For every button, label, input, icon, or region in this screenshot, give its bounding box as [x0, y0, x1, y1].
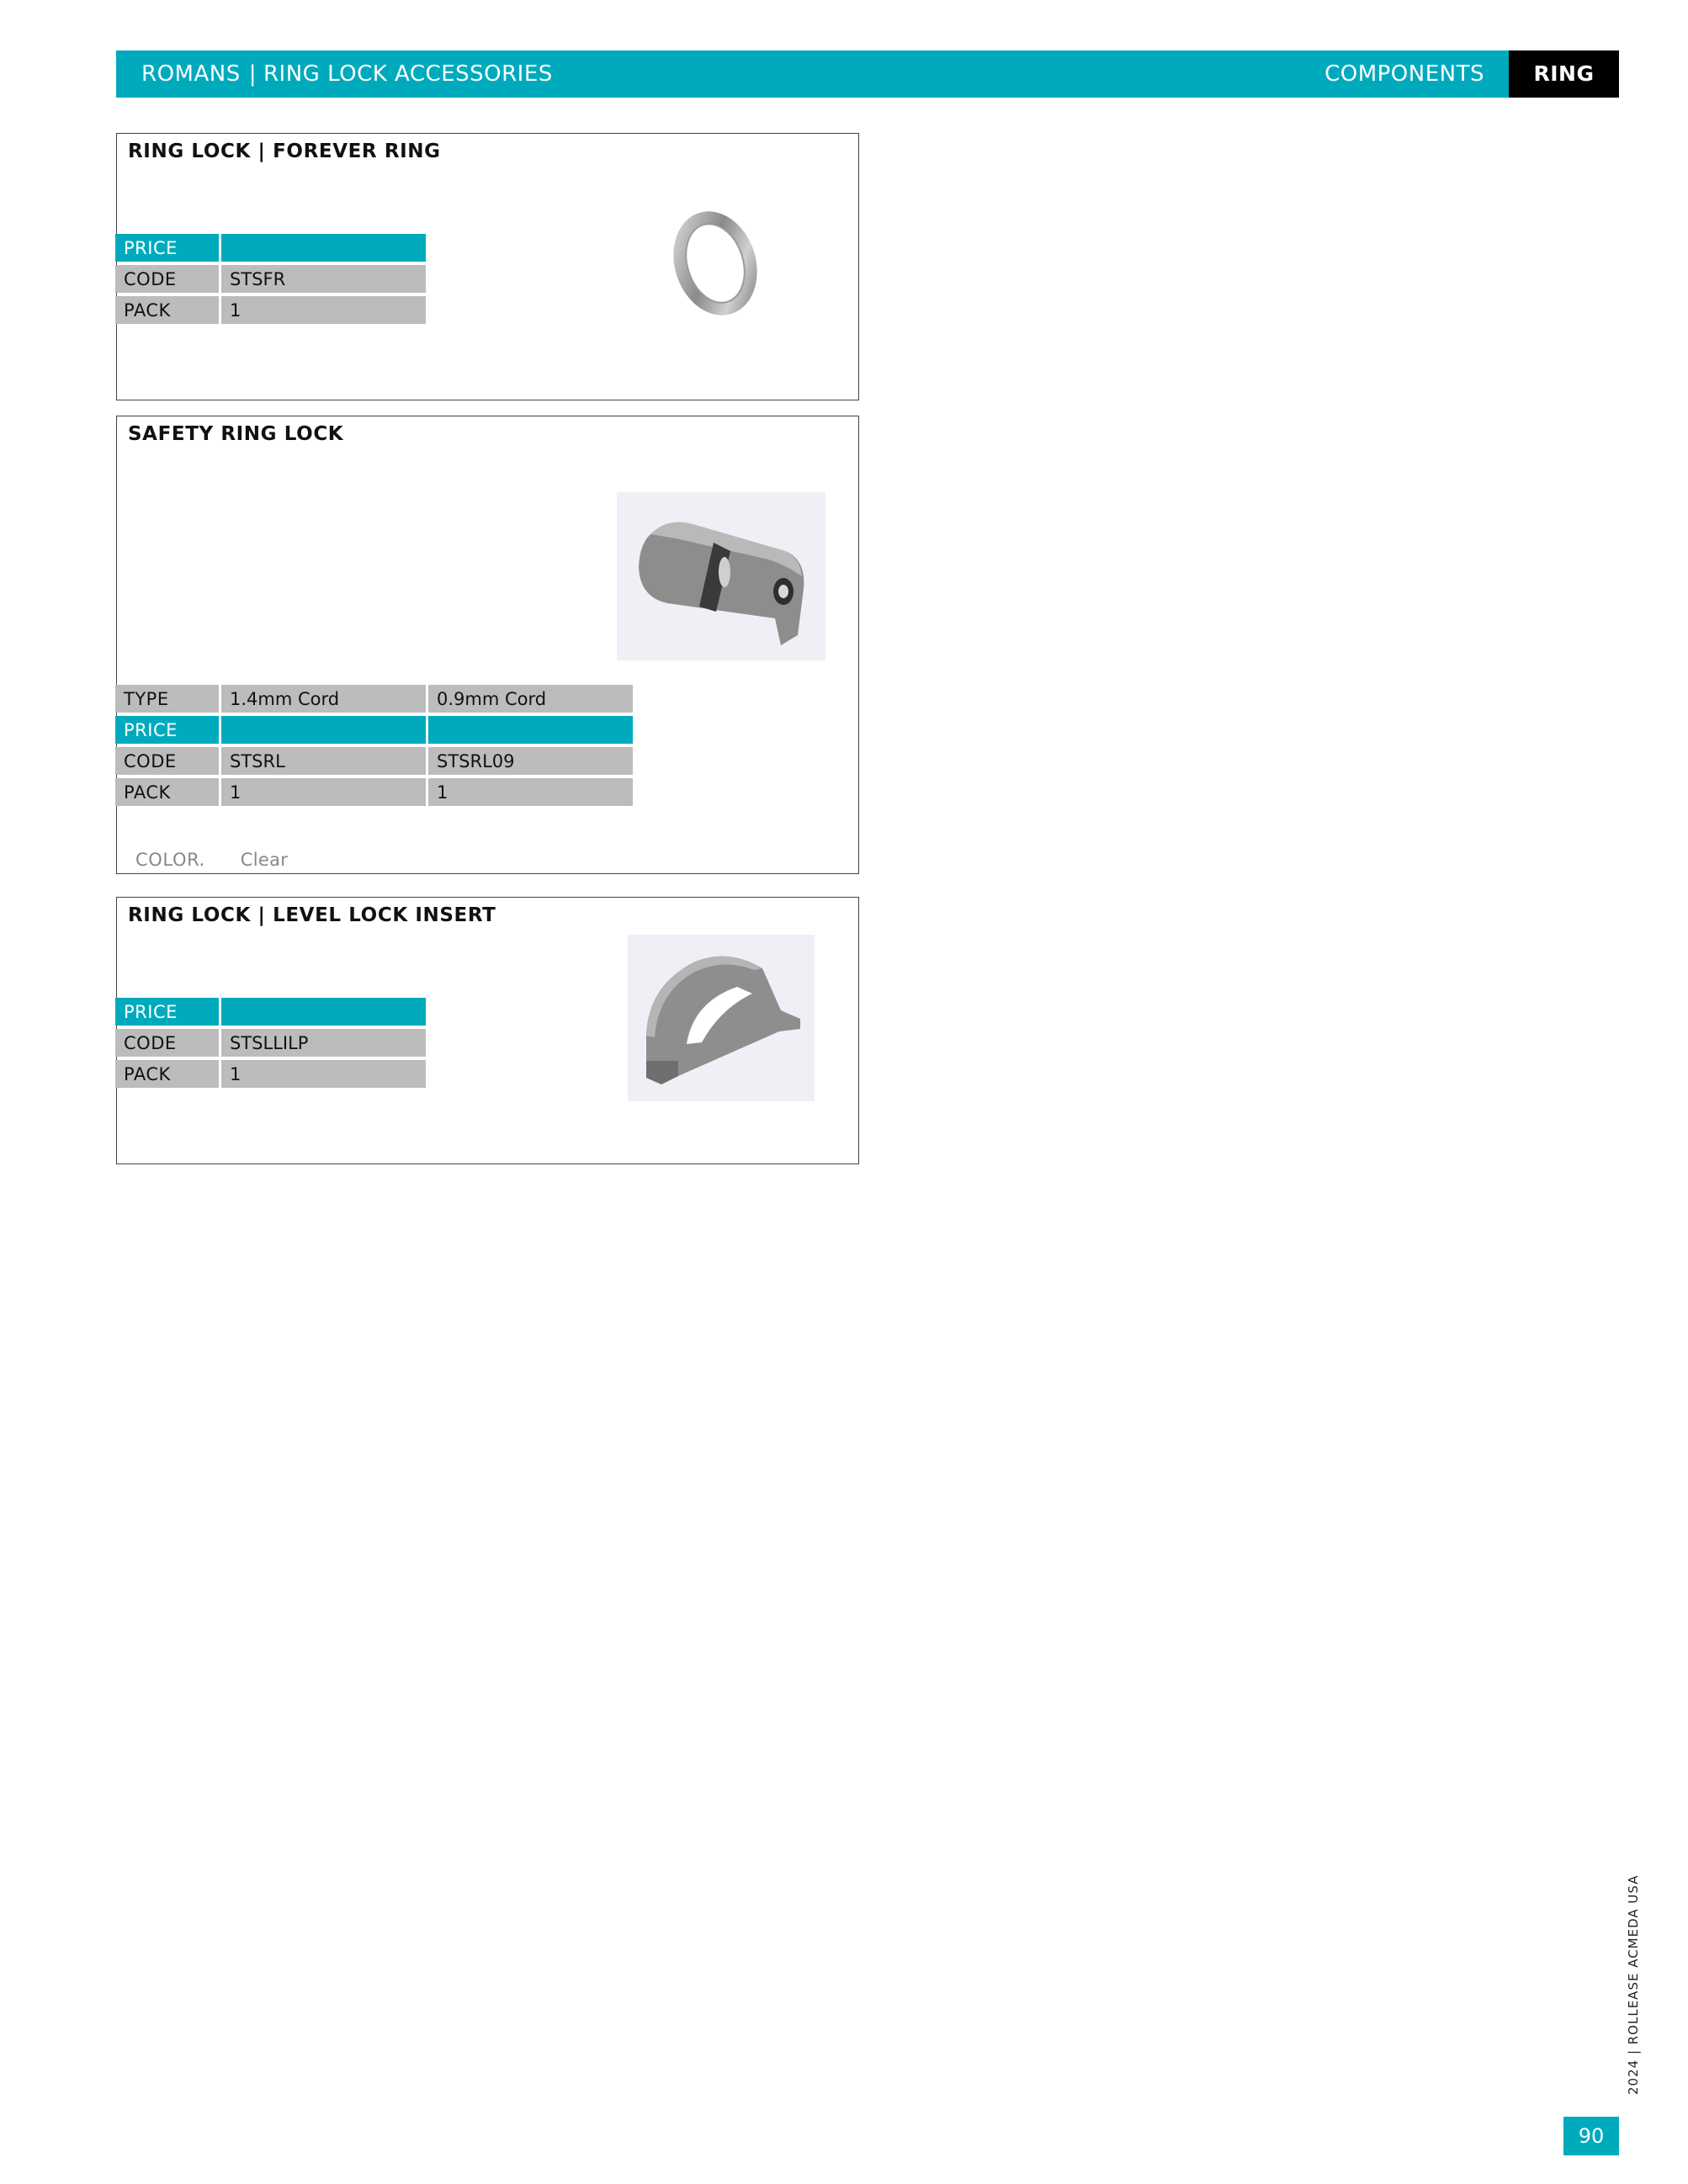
header-tab-ring: RING [1509, 50, 1619, 98]
header-section: ROMANS [141, 61, 241, 87]
table-row [115, 716, 633, 744]
row-value: STSRL09 [426, 747, 633, 775]
row-label: PACK [115, 778, 219, 806]
header-subsection: RING LOCK ACCESSORIES [263, 61, 553, 87]
table-row [115, 1029, 426, 1057]
row-value [426, 716, 633, 744]
header-category: COMPONENTS [1324, 61, 1484, 87]
row-value: STSFR [219, 265, 426, 293]
color-info [135, 850, 288, 870]
product-card-level-lock-insert [116, 897, 859, 1164]
ring-image [656, 199, 773, 326]
product-card-forever-ring [116, 133, 859, 400]
table-row [115, 685, 633, 713]
spec-table [115, 231, 426, 327]
row-value [219, 234, 426, 262]
page-number: 90 [1563, 2117, 1619, 2155]
table-row [115, 778, 633, 806]
row-label: CODE [115, 265, 219, 293]
row-value: 0.9mm Cord [426, 685, 633, 713]
color-value: Clear [240, 850, 289, 870]
row-value: 1 [219, 1060, 426, 1088]
table-row [115, 998, 426, 1026]
row-value: STSLLILP [219, 1029, 426, 1057]
row-label: PRICE [115, 716, 219, 744]
row-label: PRICE [115, 998, 219, 1026]
row-value: STSRL [219, 747, 426, 775]
spec-table [115, 681, 633, 809]
safety-ring-lock-image [617, 492, 825, 660]
row-label: CODE [115, 747, 219, 775]
row-value: 1 [219, 296, 426, 324]
table-row [115, 234, 426, 262]
row-label: PRICE [115, 234, 219, 262]
side-footer-text: 2024 | ROLLEASE ACMEDA USA [1626, 1874, 1641, 2095]
header-bar [116, 50, 1619, 98]
row-label: CODE [115, 1029, 219, 1057]
row-label: PACK [115, 296, 219, 324]
row-value: 1 [426, 778, 633, 806]
color-label: COLOR. [135, 850, 205, 870]
level-lock-insert-image [628, 935, 815, 1101]
row-value: 1.4mm Cord [219, 685, 426, 713]
product-title: RING LOCK | LEVEL LOCK INSERT [128, 904, 496, 926]
product-card-safety-ring-lock [116, 416, 859, 874]
row-label: PACK [115, 1060, 219, 1088]
product-title: RING LOCK | FOREVER RING [128, 140, 441, 162]
spec-table [115, 994, 426, 1091]
table-row [115, 1060, 426, 1088]
table-row [115, 747, 633, 775]
row-label: TYPE [115, 685, 219, 713]
header-separator: | [248, 61, 257, 87]
row-value: 1 [219, 778, 426, 806]
table-row [115, 265, 426, 293]
row-value [219, 716, 426, 744]
row-value [219, 998, 426, 1026]
header-title [141, 50, 553, 98]
table-row [115, 296, 426, 324]
product-title: SAFETY RING LOCK [128, 423, 344, 445]
